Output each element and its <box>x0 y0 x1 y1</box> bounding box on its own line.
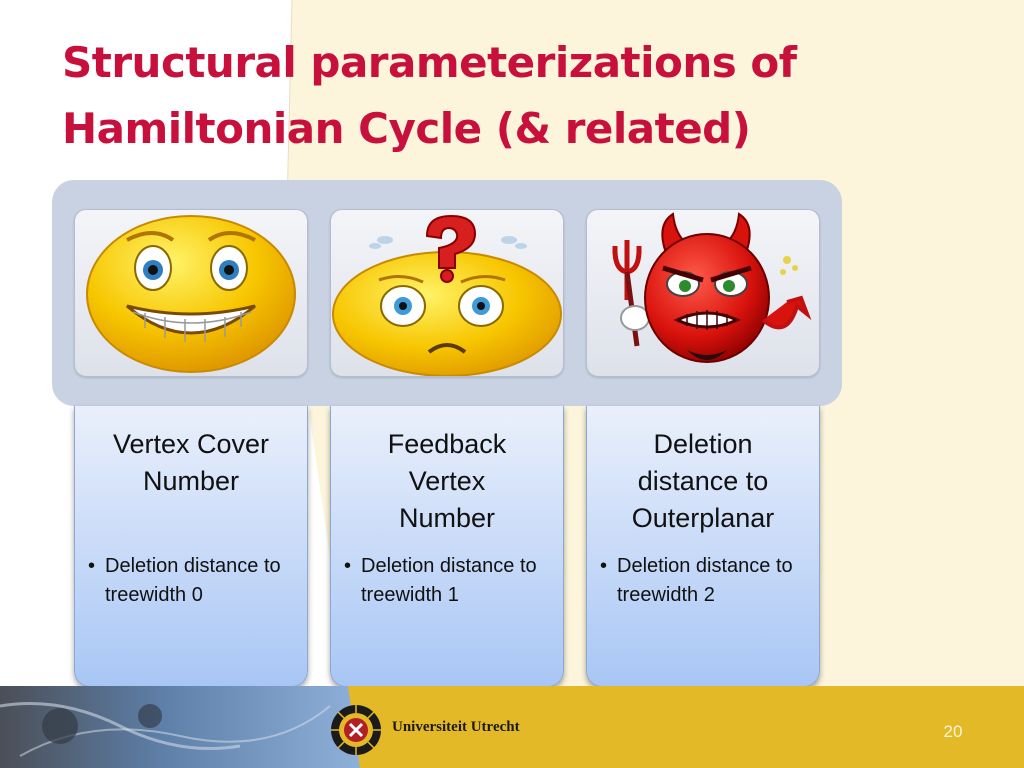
title-line-1: Structural parameterizations of <box>62 38 797 87</box>
card-outerplanar <box>586 406 820 687</box>
bullet-dot-icon: • <box>88 555 96 577</box>
card-bullet <box>88 552 285 610</box>
happy-smiley-icon <box>75 210 307 376</box>
card-bullet-text: Deletion distance to treewidth 1 <box>361 555 537 606</box>
card-bullet-text: Deletion distance to treewidth 0 <box>105 555 281 606</box>
slide-title <box>62 30 962 162</box>
title-line-2: Hamiltonian Cycle (& related) <box>62 104 751 153</box>
university-name: Universiteit Utrecht <box>392 719 520 735</box>
card-title: Feedback Vertex Number <box>387 429 507 533</box>
icon-box-3 <box>586 209 820 377</box>
card-bullet <box>600 552 797 610</box>
bullet-dot-icon: • <box>600 555 608 577</box>
bullet-dot-icon: • <box>344 555 352 577</box>
card-bullet-text: Deletion distance to treewidth 2 <box>617 555 793 606</box>
page-number: 20 <box>943 722 963 741</box>
icon-box-2 <box>330 209 564 377</box>
university-seal-icon <box>330 704 382 756</box>
card-feedback-vertex <box>330 406 564 687</box>
card-vertex-cover <box>74 406 308 687</box>
card-title: Vertex Cover Number <box>112 429 270 496</box>
card-title: Deletion distance to Outerplanar <box>631 429 775 533</box>
card-bullet <box>344 552 541 610</box>
footer-photo <box>0 686 360 768</box>
confused-smiley-icon <box>331 210 563 376</box>
icon-box-1 <box>74 209 308 377</box>
devil-smiley-icon <box>587 210 819 376</box>
